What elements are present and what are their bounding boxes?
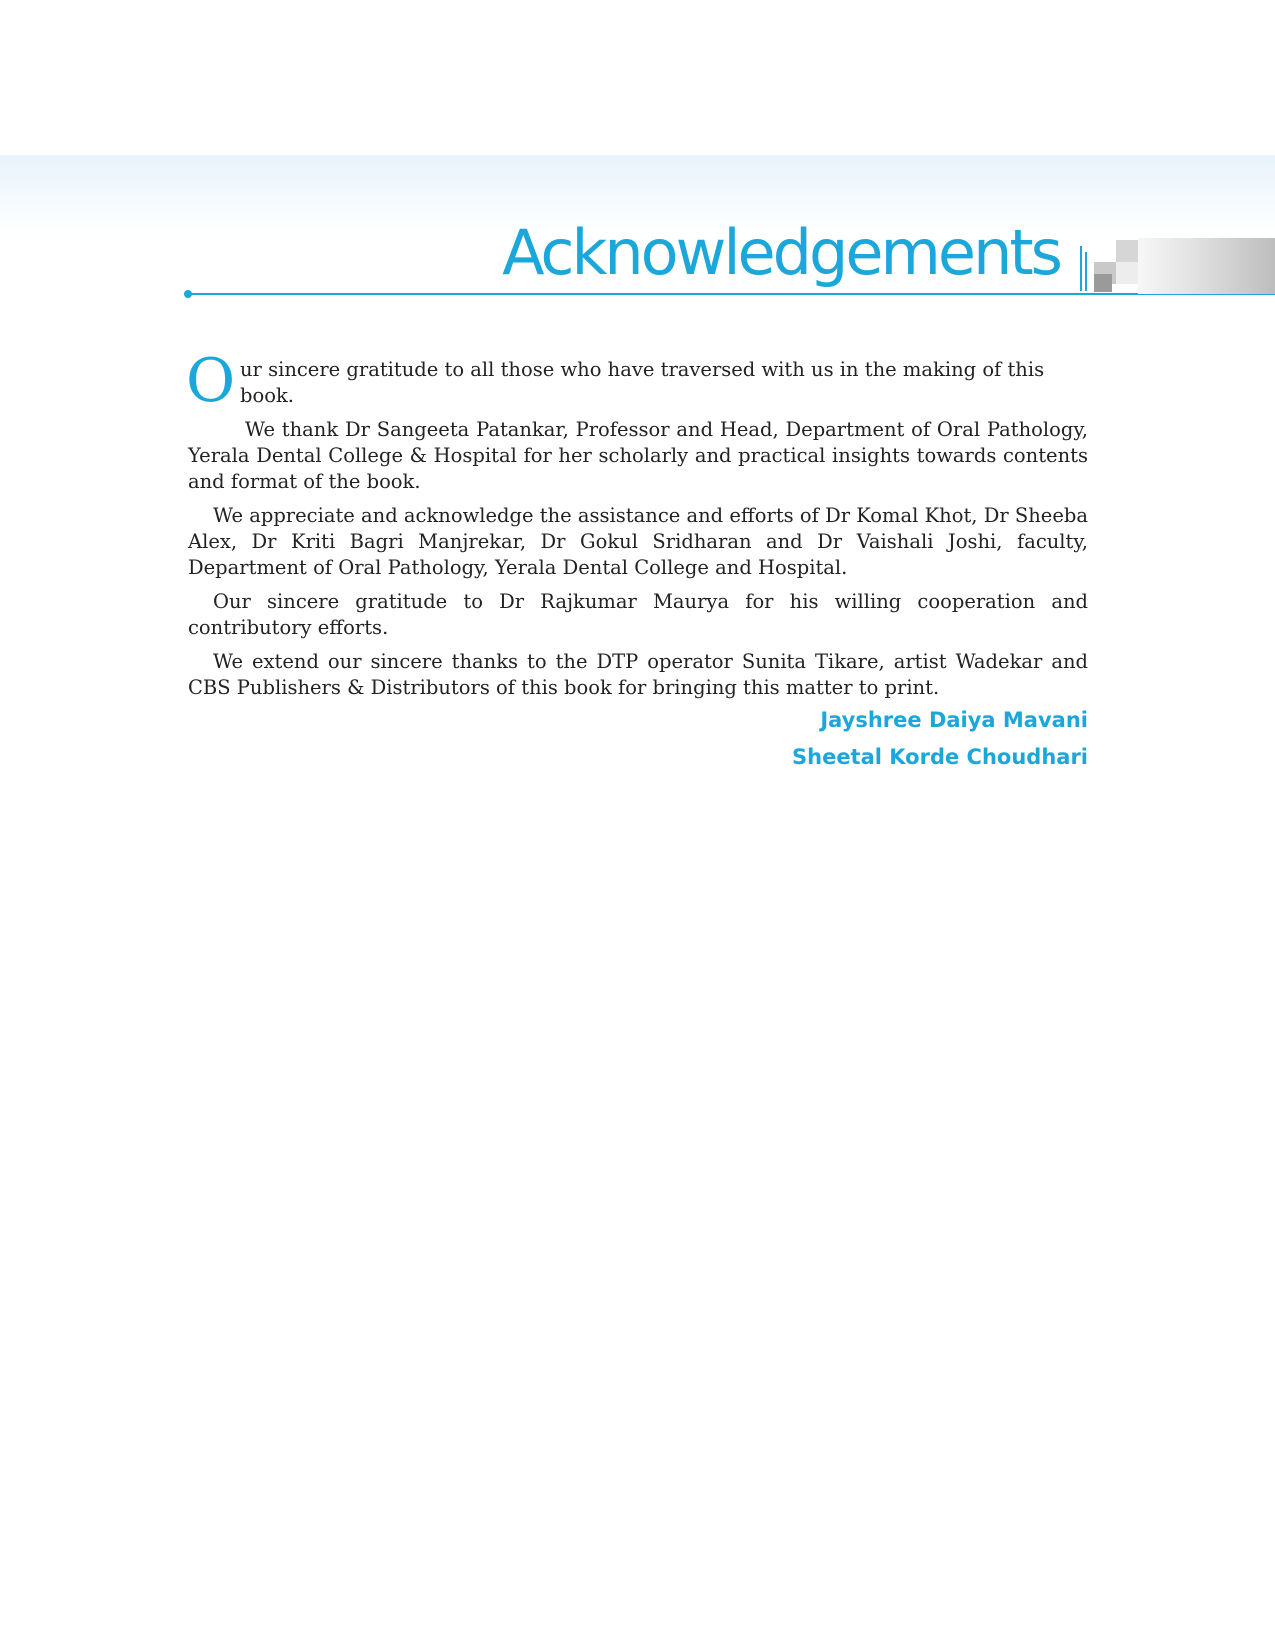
author-signature: Sheetal Korde Choudhari [792, 745, 1088, 769]
author-signature: Jayshree Daiya Mavani [820, 708, 1088, 732]
acknowledgement-body [186, 346, 1088, 709]
decor-square [1094, 274, 1112, 292]
paragraph-publishers: We extend our sincere thanks to the DTP operator Sunita Tikare, artist Wadekar and CBS Publishers & Distributors of this book for bringing this matter to print. [188, 650, 1088, 699]
paragraph-intro-text: ur sincere gratitude to all those who have traversed with us in the making of this book. [240, 358, 1045, 407]
title-tick-mark [1085, 252, 1087, 291]
gradient-bar [1138, 238, 1275, 294]
paragraph-intro [186, 346, 1088, 416]
page-title: Acknowledgements [502, 216, 1060, 289]
drop-cap: O [186, 346, 236, 416]
paragraph-cooperation: Our sincere gratitude to Dr Rajkumar Maurya for his willing cooperation and contributory efforts. [188, 590, 1088, 639]
paragraph-faculty: We appreciate and acknowledge the assistance and efforts of Dr Komal Khot, Dr Sheeba Alex, Dr Kriti Bagri Manjrekar, Dr Gokul Sridharan and Dr Vaishali Joshi, faculty, Department of Oral Pathology, Yerala Dental College and Hospital. [188, 504, 1088, 579]
decor-square [1116, 240, 1138, 262]
title-tick-mark [1080, 246, 1082, 291]
paragraph-thanks-head: We thank Dr Sangeeta Patankar, Professor and Head, Department of Oral Pathology, Yerala Dental College & Hospital for her scholarly and practical insights towards contents and format of the book. [188, 418, 1088, 493]
decor-square [1116, 262, 1138, 284]
corner-decoration [1090, 238, 1275, 294]
